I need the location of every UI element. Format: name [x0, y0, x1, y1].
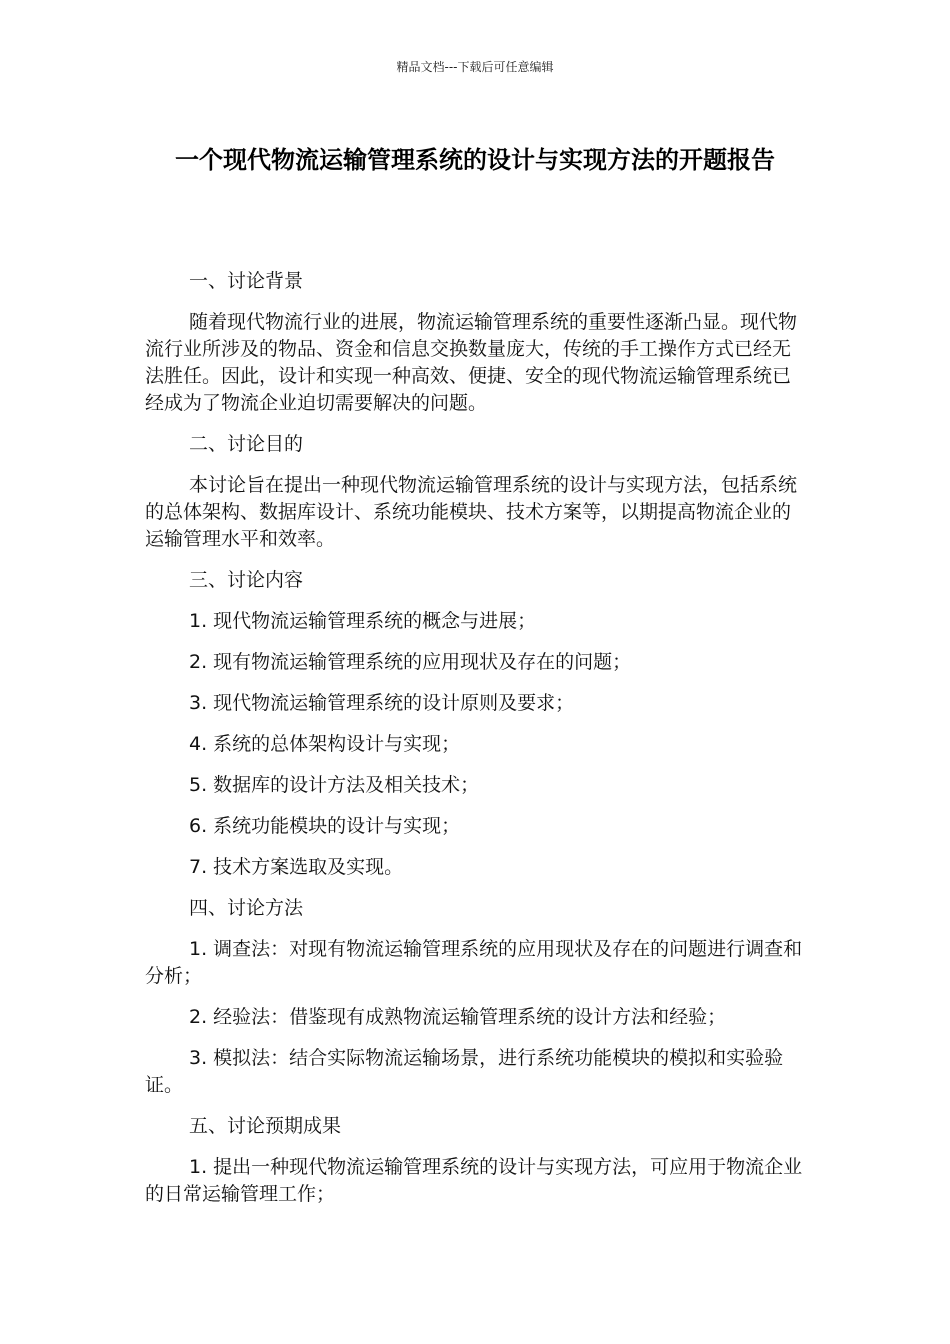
header-note: 精品文档---下载后可任意编辑 [396, 60, 554, 74]
list-item: 1. 调查法：对现有物流运输管理系统的应用现状及存在的问题进行调查和分析； [145, 938, 803, 987]
section-heading-purpose: 二、讨论目的 [189, 433, 304, 455]
list-item: 7. 技术方案选取及实现。 [189, 856, 404, 878]
paragraph-background: 随着现代物流行业的进展，物流运输管理系统的重要性逐渐凸显。现代物流行业所涉及的物品、资金和信息交换数量庞大，传统的手工操作方式已经无法胜任。因此，设计和实现一种高效、便捷、安全的现代物流运输管理系统已经成为了物流企业迫切需要解决的问题。 [145, 311, 798, 414]
list-item: 3. 模拟法：结合实际物流运输场景，进行系统功能模块的模拟和实验验证。 [145, 1047, 784, 1096]
section-heading-methods: 四、讨论方法 [189, 897, 304, 919]
document-title: 一个现代物流运输管理系统的设计与实现方法的开题报告 [175, 146, 775, 174]
section-heading-content: 三、讨论内容 [189, 569, 304, 591]
list-item: 6. 系统功能模块的设计与实现； [189, 815, 461, 837]
list-item: 2. 经验法：借鉴现有成熟物流运输管理系统的设计方法和经验； [189, 1006, 727, 1028]
list-item: 4. 系统的总体架构设计与实现； [189, 733, 461, 755]
list-item: 2. 现有物流运输管理系统的应用现状及存在的问题； [189, 651, 632, 673]
paragraph-purpose: 本讨论旨在提出一种现代物流运输管理系统的设计与实现方法，包括系统的总体架构、数据库设计、系统功能模块、技术方案等，以期提高物流企业的运输管理水平和效率。 [145, 474, 798, 550]
section-heading-background: 一、讨论背景 [189, 270, 304, 292]
list-item: 3. 现代物流运输管理系统的设计原则及要求； [189, 692, 575, 714]
list-item: 5. 数据库的设计方法及相关技术； [189, 774, 480, 796]
section-heading-results: 五、讨论预期成果 [189, 1115, 342, 1137]
document-body [145, 268, 807, 1208]
list-item: 1. 现代物流运输管理系统的概念与进展； [189, 610, 537, 632]
list-item: 1. 提出一种现代物流运输管理系统的设计与实现方法，可应用于物流企业的日常运输管理工作； [145, 1156, 803, 1205]
